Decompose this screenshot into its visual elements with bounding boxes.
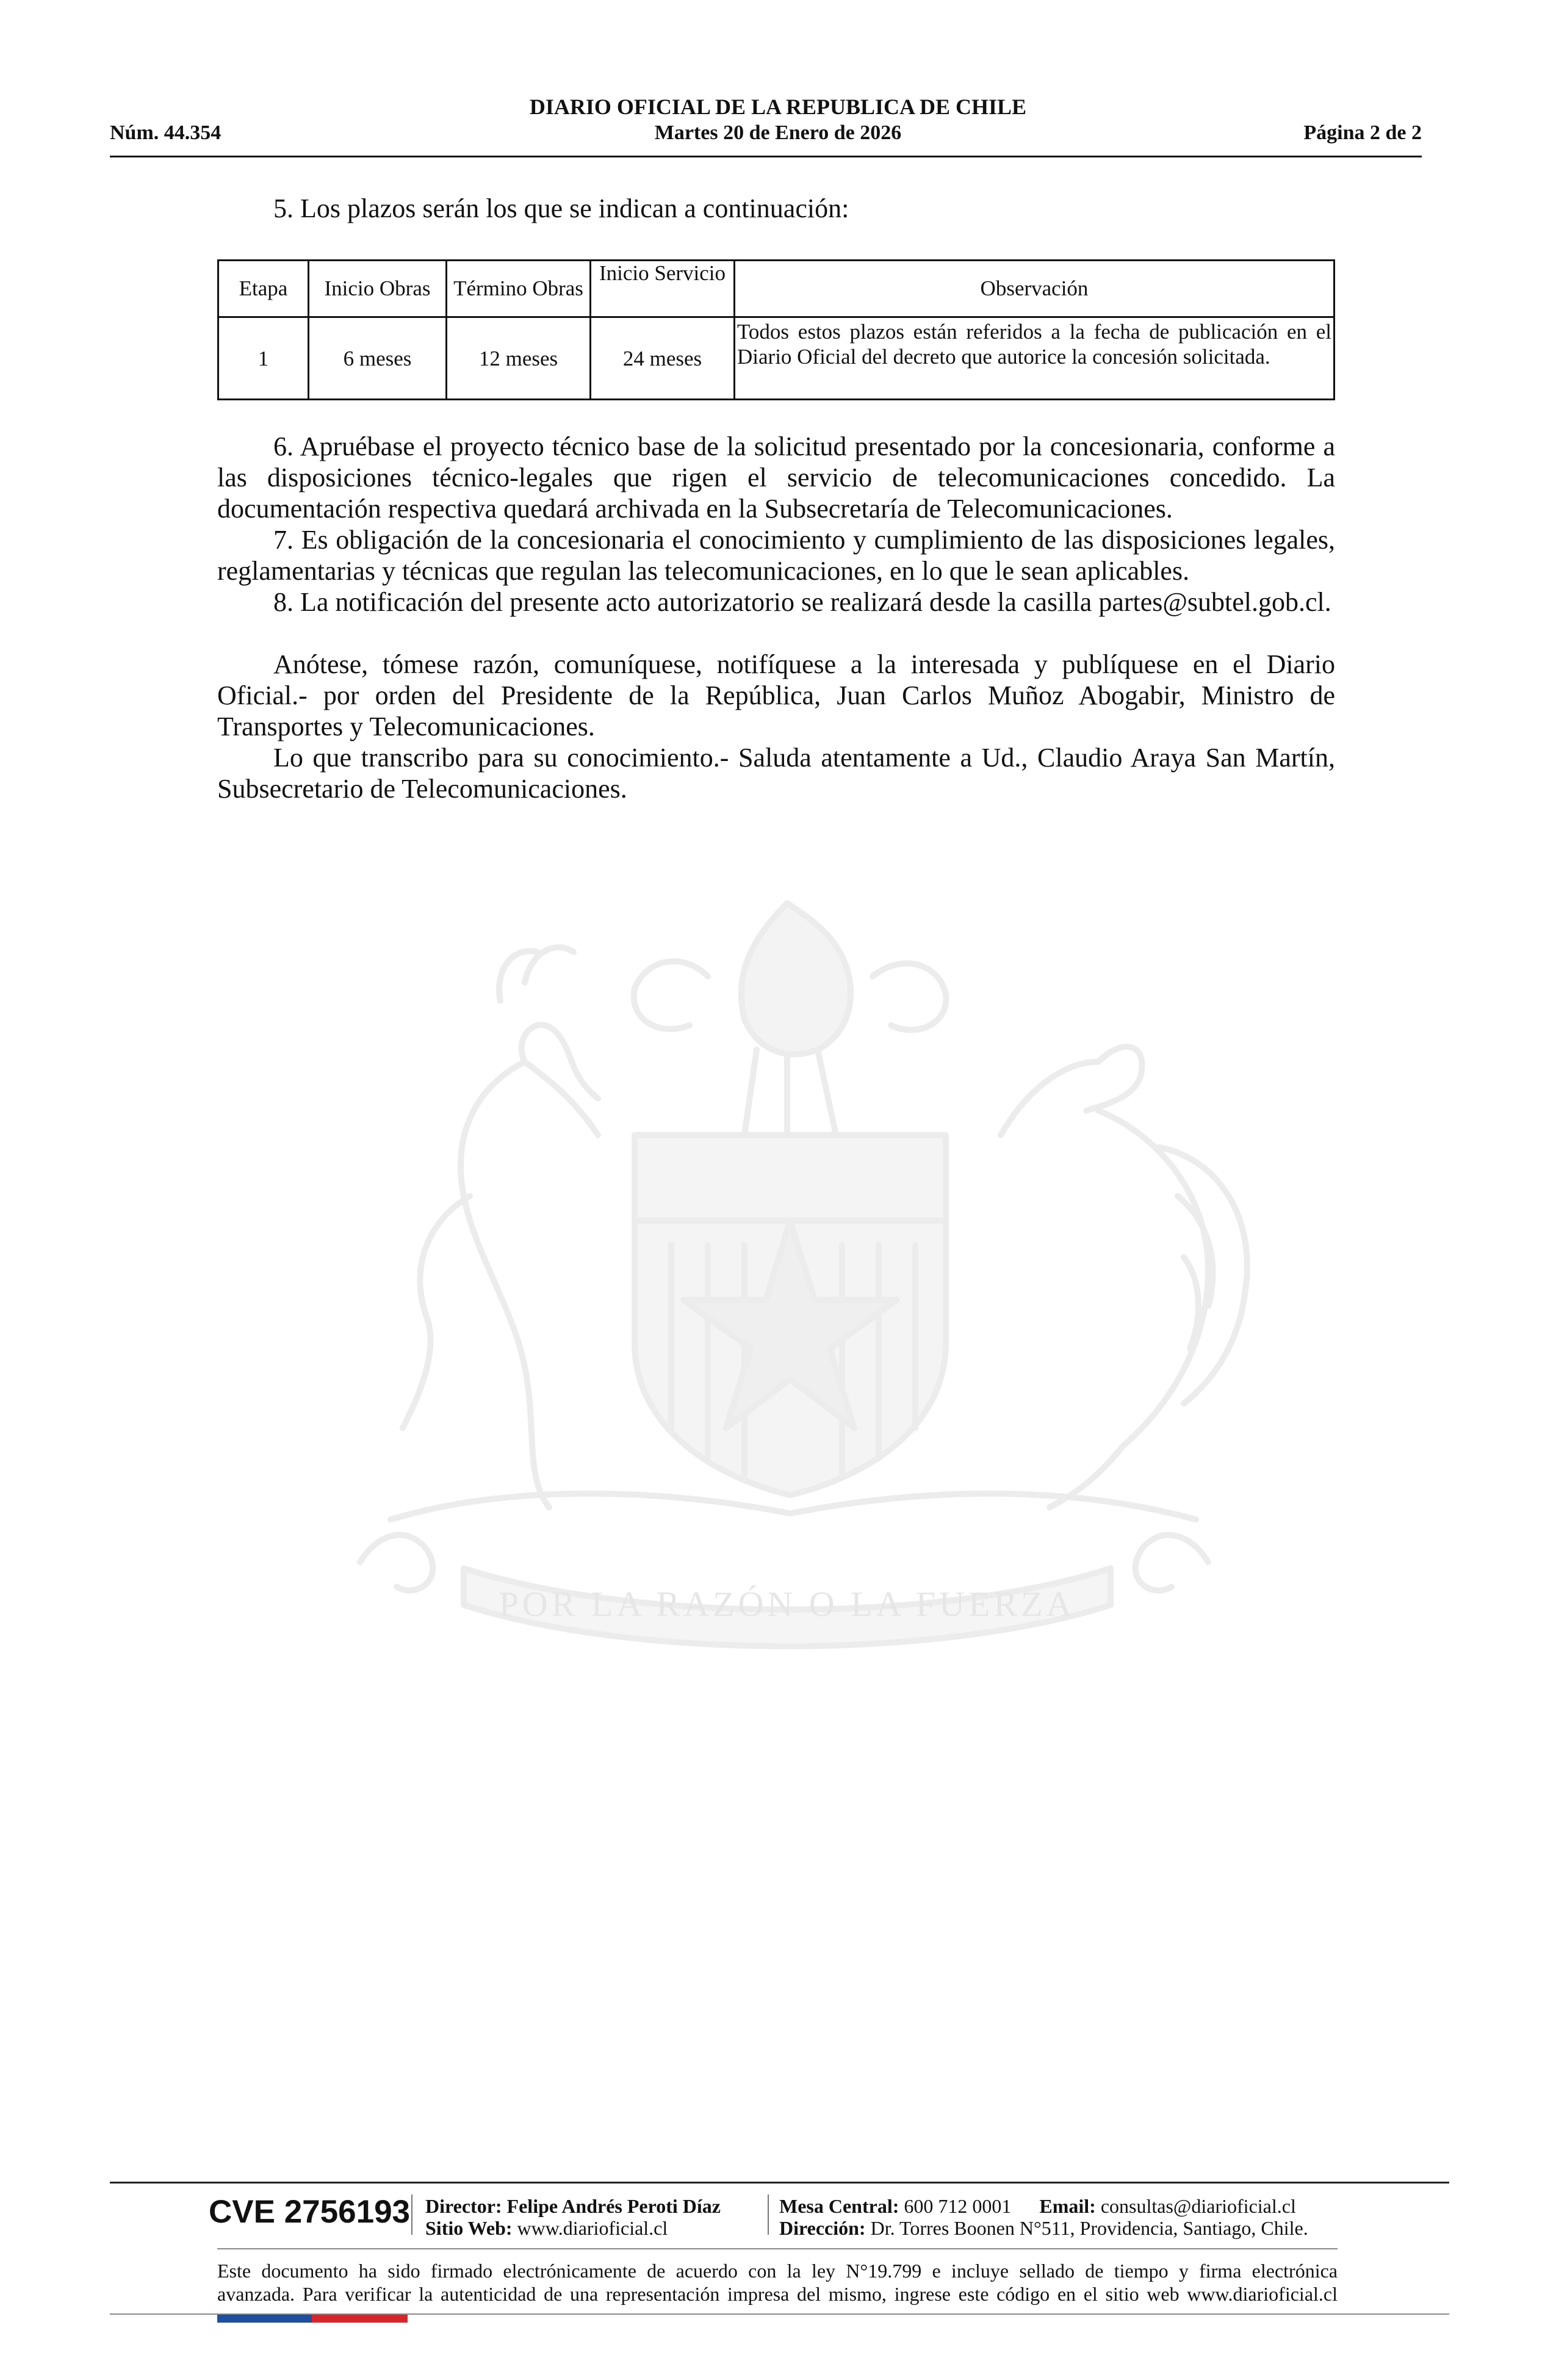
flag-stripe-blue — [217, 2315, 312, 2323]
email-label: Email: — [1039, 2195, 1096, 2217]
website-line — [425, 2217, 668, 2240]
footer-separator — [411, 2194, 412, 2235]
header-inicio-obras: Inicio Obras — [309, 261, 447, 317]
seal-motto: POR LA RAZÓN O LA FUERZA — [499, 1584, 1076, 1624]
footer-separator — [768, 2194, 769, 2235]
flag-stripe-red — [312, 2315, 408, 2323]
website-link[interactable]: www.diarioficial.cl — [517, 2217, 668, 2239]
signature-paragraph: Lo que transcribo para su conocimiento.- Saluda atentamente a Ud., Claudio Araya San Martín, Subsecretario de Telecomunicaciones. — [217, 743, 1335, 804]
website-label: Sitio Web: — [425, 2217, 513, 2239]
header-inicio-servicio: Inicio Servicio — [591, 261, 735, 317]
footer-mid-divider — [217, 2248, 1338, 2249]
director-line — [425, 2195, 721, 2218]
decree-body — [217, 431, 1335, 804]
director-label: Director: — [425, 2195, 502, 2217]
paragraph-spacer — [217, 618, 1335, 649]
item-7-text: 7. Es obligación de la concesionaria el conocimiento y cumplimiento de las disposiciones legales, reglamentarias y técnicas que regulan las telecomunicaciones, en lo que le sean aplicables. — [217, 525, 1335, 586]
director-name: Felipe Andrés Peroti Díaz — [506, 2195, 721, 2217]
address-label: Dirección: — [779, 2217, 866, 2239]
item-6-text: 6. Apruébase el proyecto técnico base de la solicitud presentado por la concesionaria, conforme a las disposiciones técnico-legales que rigen el servicio de telecomunicaciones concedido. La documentación respectiva quedará archivada en la Subsecretaría de Telecomunicaciones. — [217, 431, 1335, 524]
header-observacion: Observación — [735, 261, 1334, 317]
header-divider — [110, 156, 1422, 157]
plazos-table — [217, 259, 1335, 400]
header-termino-obras: Término Obras — [447, 261, 591, 317]
signature-notice-line-1: Este documento ha sido firmado electrónicamente de acuerdo con la ley N°19.799 e incluye sellado de tiempo y firma electrónica — [217, 2260, 1338, 2282]
header-etapa: Etapa — [218, 261, 309, 317]
cve-code: CVE 2756193 — [209, 2194, 411, 2230]
address-value: Dr. Torres Boonen N°511, Providencia, Santiago, Chile. — [870, 2217, 1308, 2239]
address-line — [779, 2217, 1308, 2240]
item-8-text: 8. La notificación del presente acto autorizatorio se realizará desde la casilla partes@subtel.gob.cl. — [273, 587, 1331, 617]
email-link[interactable]: consultas@diarioficial.cl — [1100, 2195, 1296, 2217]
newspaper-title: DIARIO OFICIAL DE LA REPUBLICA DE CHILE — [529, 95, 1027, 119]
table-row — [218, 317, 1334, 400]
issue-date: Martes 20 de Enero de 2026 — [654, 121, 902, 144]
cell-termino-obras: 12 meses — [447, 317, 591, 400]
cell-etapa: 1 — [218, 317, 309, 400]
mesa-label: Mesa Central: — [779, 2195, 899, 2217]
cell-inicio-obras: 6 meses — [309, 317, 447, 400]
cell-inicio-servicio: 24 meses — [591, 317, 735, 400]
issue-number: Núm. 44.354 — [110, 121, 222, 144]
chile-coat-of-arms-icon — [207, 879, 1367, 1684]
mesa-phone: 600 712 0001 — [904, 2195, 1012, 2217]
table-header-row — [218, 261, 1334, 317]
closing-paragraph: Anótese, tómese razón, comuníquese, notifíquese a la interesada y publíquese en el Diario Oficial.- por orden del Presidente de la República, Juan Carlos Muñoz Abogabir, Ministro de Transportes y Telecomunicaciones. — [217, 649, 1335, 741]
cell-observacion: Todos estos plazos están referidos a la fecha de publicación en el Diario Oficial del decreto que autorice la concesión solicitada. — [735, 317, 1334, 400]
item-5-text: 5. Los plazos serán los que se indican a continuación: — [273, 193, 849, 223]
contact-line — [779, 2195, 1296, 2218]
signature-notice-line-2: avanzada. Para verificar la autenticidad de una representación impresa del mismo, ingrese este código en el sitio web www.diarioficial.cl — [217, 2283, 1338, 2305]
footer-top-divider — [110, 2182, 1449, 2183]
page-indicator: Página 2 de 2 — [1303, 121, 1422, 144]
